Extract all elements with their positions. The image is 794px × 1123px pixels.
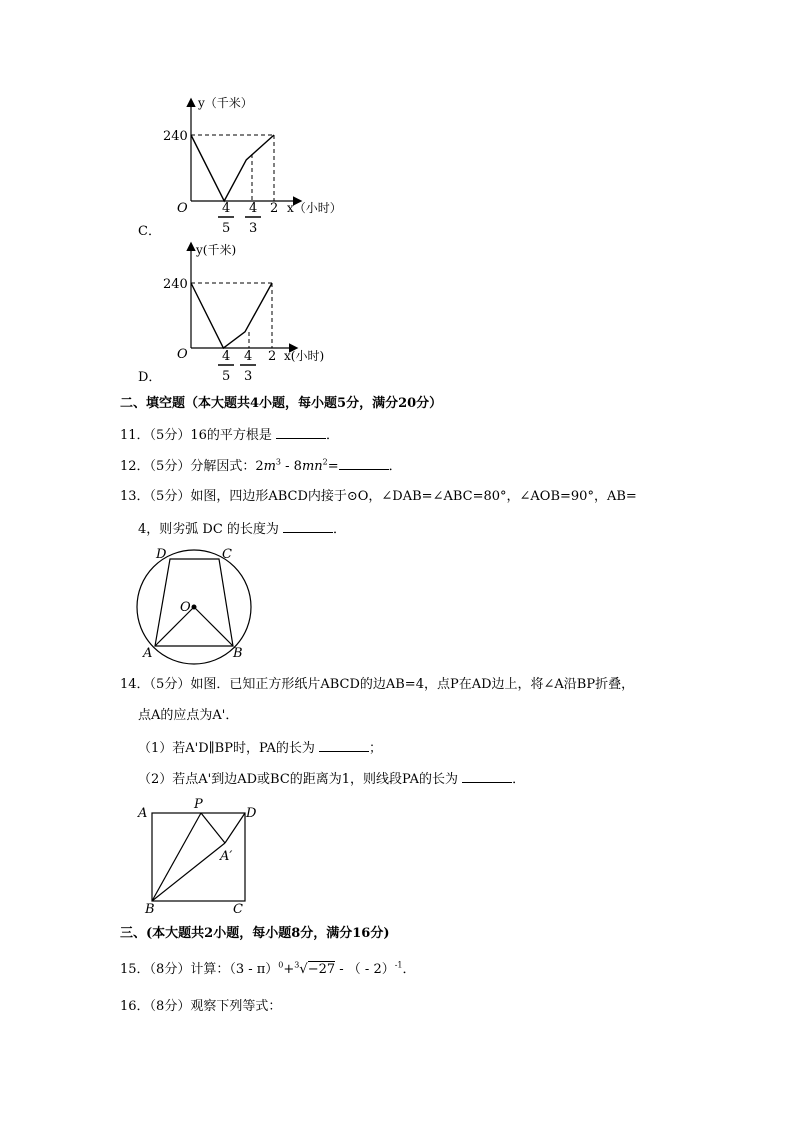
label-c: C — [222, 547, 232, 562]
q13-line2-text: 4，则劣弧 DC 的长度为 — [138, 522, 279, 537]
label-d: D — [156, 547, 167, 562]
q12-suffix: ． — [388, 459, 402, 474]
question-16: 16．（8分）观察下列等式： — [120, 999, 282, 1014]
x-tick-2: 2 — [270, 201, 279, 216]
question-14-sub1 — [138, 739, 382, 758]
q15-radicand: −27 — [307, 962, 336, 977]
distance-polyline — [191, 283, 272, 348]
q14-sub1-answer-blank[interactable] — [319, 739, 369, 752]
label-d: D — [246, 806, 257, 821]
segment-bp — [152, 813, 201, 901]
question-13-line1: 13．（5分）如图，四边形ABCD内接于⊙O，∠DAB=∠ABC=80°，∠AOB=90°，AB= — [120, 489, 637, 504]
q14-sub1-suffix: ； — [369, 741, 383, 756]
label-p: P — [194, 797, 203, 812]
question-13-line2 — [138, 520, 346, 539]
x-frac-den-2: 3 — [244, 369, 253, 384]
question-11 — [120, 426, 339, 445]
x-tick-2: 2 — [268, 349, 277, 364]
x-frac-den-1: 5 — [222, 221, 231, 236]
y-axis-label: y(千米) — [196, 243, 237, 257]
q14-square-figure — [130, 793, 270, 918]
label-o: O — [180, 600, 191, 615]
question-15 — [120, 961, 416, 979]
segment-pa-prime — [201, 813, 225, 843]
q13-suffix: ． — [333, 522, 347, 537]
q15-suffix: ． — [402, 962, 416, 977]
q12-prefix: 12．（5分）分解因式：2 — [120, 459, 264, 474]
y-tick-240: 240 — [163, 129, 188, 144]
label-b: B — [233, 646, 243, 661]
section-2-title: 二、填空题（本大题共4小题，每小题5分，满分20分） — [120, 396, 443, 411]
label-a: A — [143, 646, 153, 661]
quad-abcd — [155, 559, 233, 646]
x-axis-label: x(小时) — [284, 349, 325, 363]
option-d-label: D． — [138, 370, 162, 385]
section-3-title: 三、(本大题共2小题，每小题8分，满分16分) — [120, 926, 390, 941]
question-12 — [120, 457, 402, 476]
graph-c — [160, 90, 360, 245]
q14-sub2-answer-blank[interactable] — [462, 770, 512, 783]
segment-ba-prime — [152, 843, 225, 901]
q11-text: 11．（5分）16的平方根是 — [120, 428, 272, 443]
q12-m: m — [263, 459, 276, 474]
graph-d — [160, 238, 360, 388]
q12-mn: mn — [301, 459, 323, 474]
x-frac-den-2: 3 — [249, 221, 258, 236]
q12-mid: - 8 — [281, 459, 302, 474]
label-c: C — [233, 902, 243, 917]
x-frac-num-2: 4 — [249, 201, 258, 216]
q15-radical-sign: √ — [299, 962, 308, 977]
q13-circle-figure — [130, 540, 260, 665]
q11-suffix: ． — [326, 428, 340, 443]
y-axis-label: y（千米） — [198, 96, 253, 110]
center-dot — [192, 605, 197, 610]
q15-plus: + — [283, 962, 295, 977]
q15-mid: - （ - 2） — [335, 962, 395, 977]
distance-polyline — [191, 135, 274, 201]
origin-label: O — [177, 347, 188, 362]
question-14-line1: 14．（5分）如图．已知正方形纸片ABCD的边AB=4，点P在AD边上，将∠A沿BP折叠， — [120, 677, 635, 692]
x-frac-den-1: 5 — [222, 369, 231, 384]
q11-answer-blank[interactable] — [276, 426, 326, 439]
q12-exp2: 2 — [322, 457, 328, 467]
q14-sub1-text: （1）若A'D∥BP时，PA的长为 — [138, 741, 315, 756]
x-axis-label: x（小时） — [287, 201, 342, 215]
question-14-sub2 — [138, 770, 525, 789]
q15-root-index: 3 — [294, 960, 300, 970]
x-frac-num-2: 4 — [244, 349, 253, 364]
x-frac-num-1: 4 — [222, 349, 231, 364]
q13-answer-blank[interactable] — [283, 520, 333, 533]
q12-exp3: 3 — [275, 457, 282, 467]
q15-prefix: 15．（8分）计算：（3 - π） — [120, 962, 279, 977]
y-tick-240: 240 — [163, 277, 188, 292]
q12-answer-blank[interactable] — [339, 457, 389, 470]
q15-exp-neg1: -1 — [394, 960, 403, 970]
q14-sub2-text: （2）若点A'到边AD或BC的距离为1，则线段PA的长为 — [138, 772, 458, 787]
q14-sub2-suffix: ． — [512, 772, 526, 787]
q12-eq: = — [327, 459, 339, 474]
segment-a-prime-d — [225, 813, 245, 843]
q15-exp0: 0 — [278, 960, 284, 970]
option-c-label: C． — [138, 224, 161, 239]
x-frac-num-1: 4 — [222, 201, 231, 216]
origin-label: O — [177, 201, 188, 216]
label-a: A — [138, 806, 148, 821]
label-a-prime: A′ — [220, 849, 233, 864]
question-14-line2: 点A的应点为A'． — [138, 708, 239, 723]
label-b: B — [145, 902, 155, 917]
